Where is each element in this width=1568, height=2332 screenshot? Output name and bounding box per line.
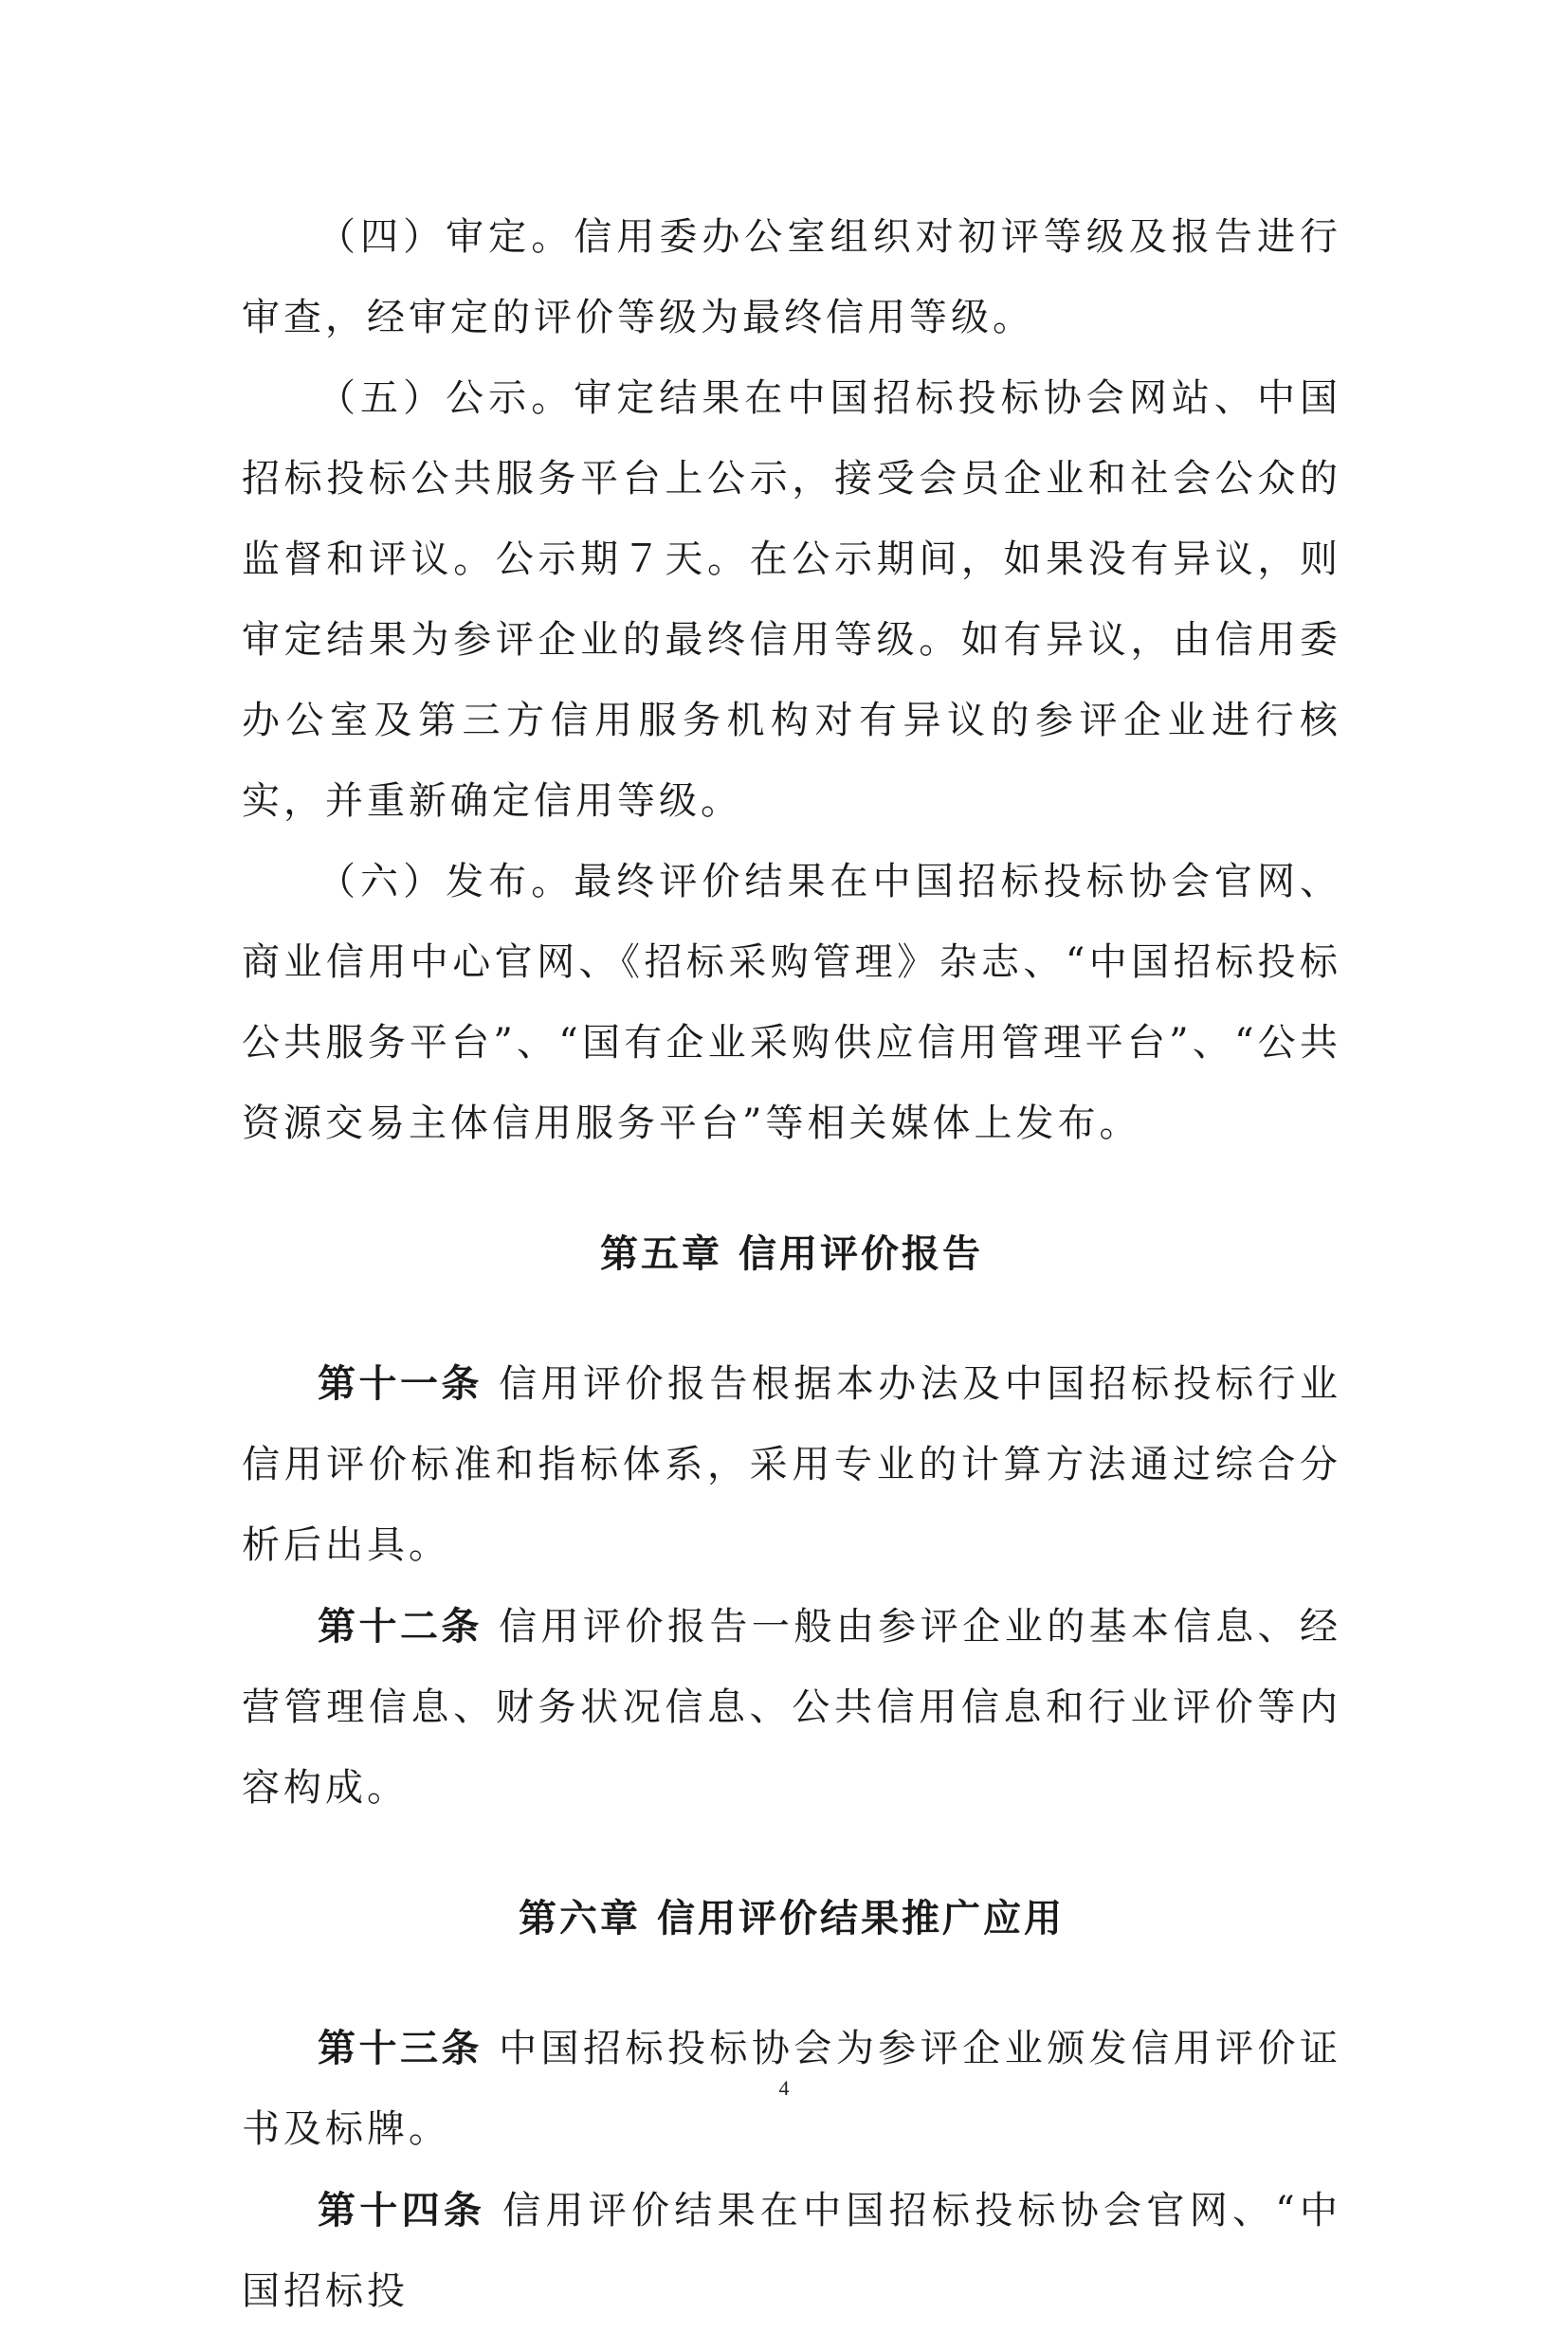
article-12-text: 信用评价报告一般由参评企业的基本信息、经营管理信息、财务状况信息、公共信用信息和行业评价等内容构成。 xyxy=(242,1605,1342,1810)
page-content xyxy=(242,197,1341,2332)
chapter-5-title: 第五章 信用评价报告 xyxy=(600,1231,983,1276)
article-11-label: 第十一条 xyxy=(318,1361,483,1406)
page-number: 4 xyxy=(778,2076,790,2100)
article-14-text: 信用评价结果在中国招标投标协会官网、“中国招标投 xyxy=(242,2189,1341,2313)
article-13-text: 中国招标投标协会为参评企业颁发信用评价证书及标牌。 xyxy=(242,2027,1342,2151)
chapter-6-title: 第六章 信用评价结果推广应用 xyxy=(519,1896,1065,1940)
paragraph-review: （四）审定。信用委办公室组织对初评等级及报告进行审查，经审定的评价等级为最终信用等级。 xyxy=(242,215,1341,339)
article-13-label: 第十三条 xyxy=(318,2026,483,2070)
paragraph-publicity: （五）公示。审定结果在中国招标投标协会网站、中国招标投标公共服务平台上公示，接受会员企业和社会公众的监督和评议。公示期７天。在公示期间，如果没有异议，则审定结果为参评企业的最终信用等级。如有异议，由信用委办公室及第三方信用服务机构对有异议的参评企业进行核实，并重新确定信用等级。 xyxy=(242,376,1341,823)
article-12-label: 第十二条 xyxy=(318,1604,483,1649)
article-14-label: 第十四条 xyxy=(318,2188,486,2232)
article-11 xyxy=(242,1343,1341,1586)
article-11-text: 信用评价报告根据本办法及中国招标投标行业信用评价标准和指标体系，采用专业的计算方法通过综合分析后出具。 xyxy=(242,1362,1342,1567)
article-14 xyxy=(242,2170,1341,2332)
paragraph-release: （六）发布。最终评价结果在中国招标投标协会官网、商业信用中心官网、《招标采购管理》杂志、“中国招标投标公共服务平台”、“国有企业采购供应信用管理平台”、“公共资源交易主体信用服务平台”等相关媒体上发布。 xyxy=(242,860,1341,1145)
article-12 xyxy=(242,1586,1341,1829)
